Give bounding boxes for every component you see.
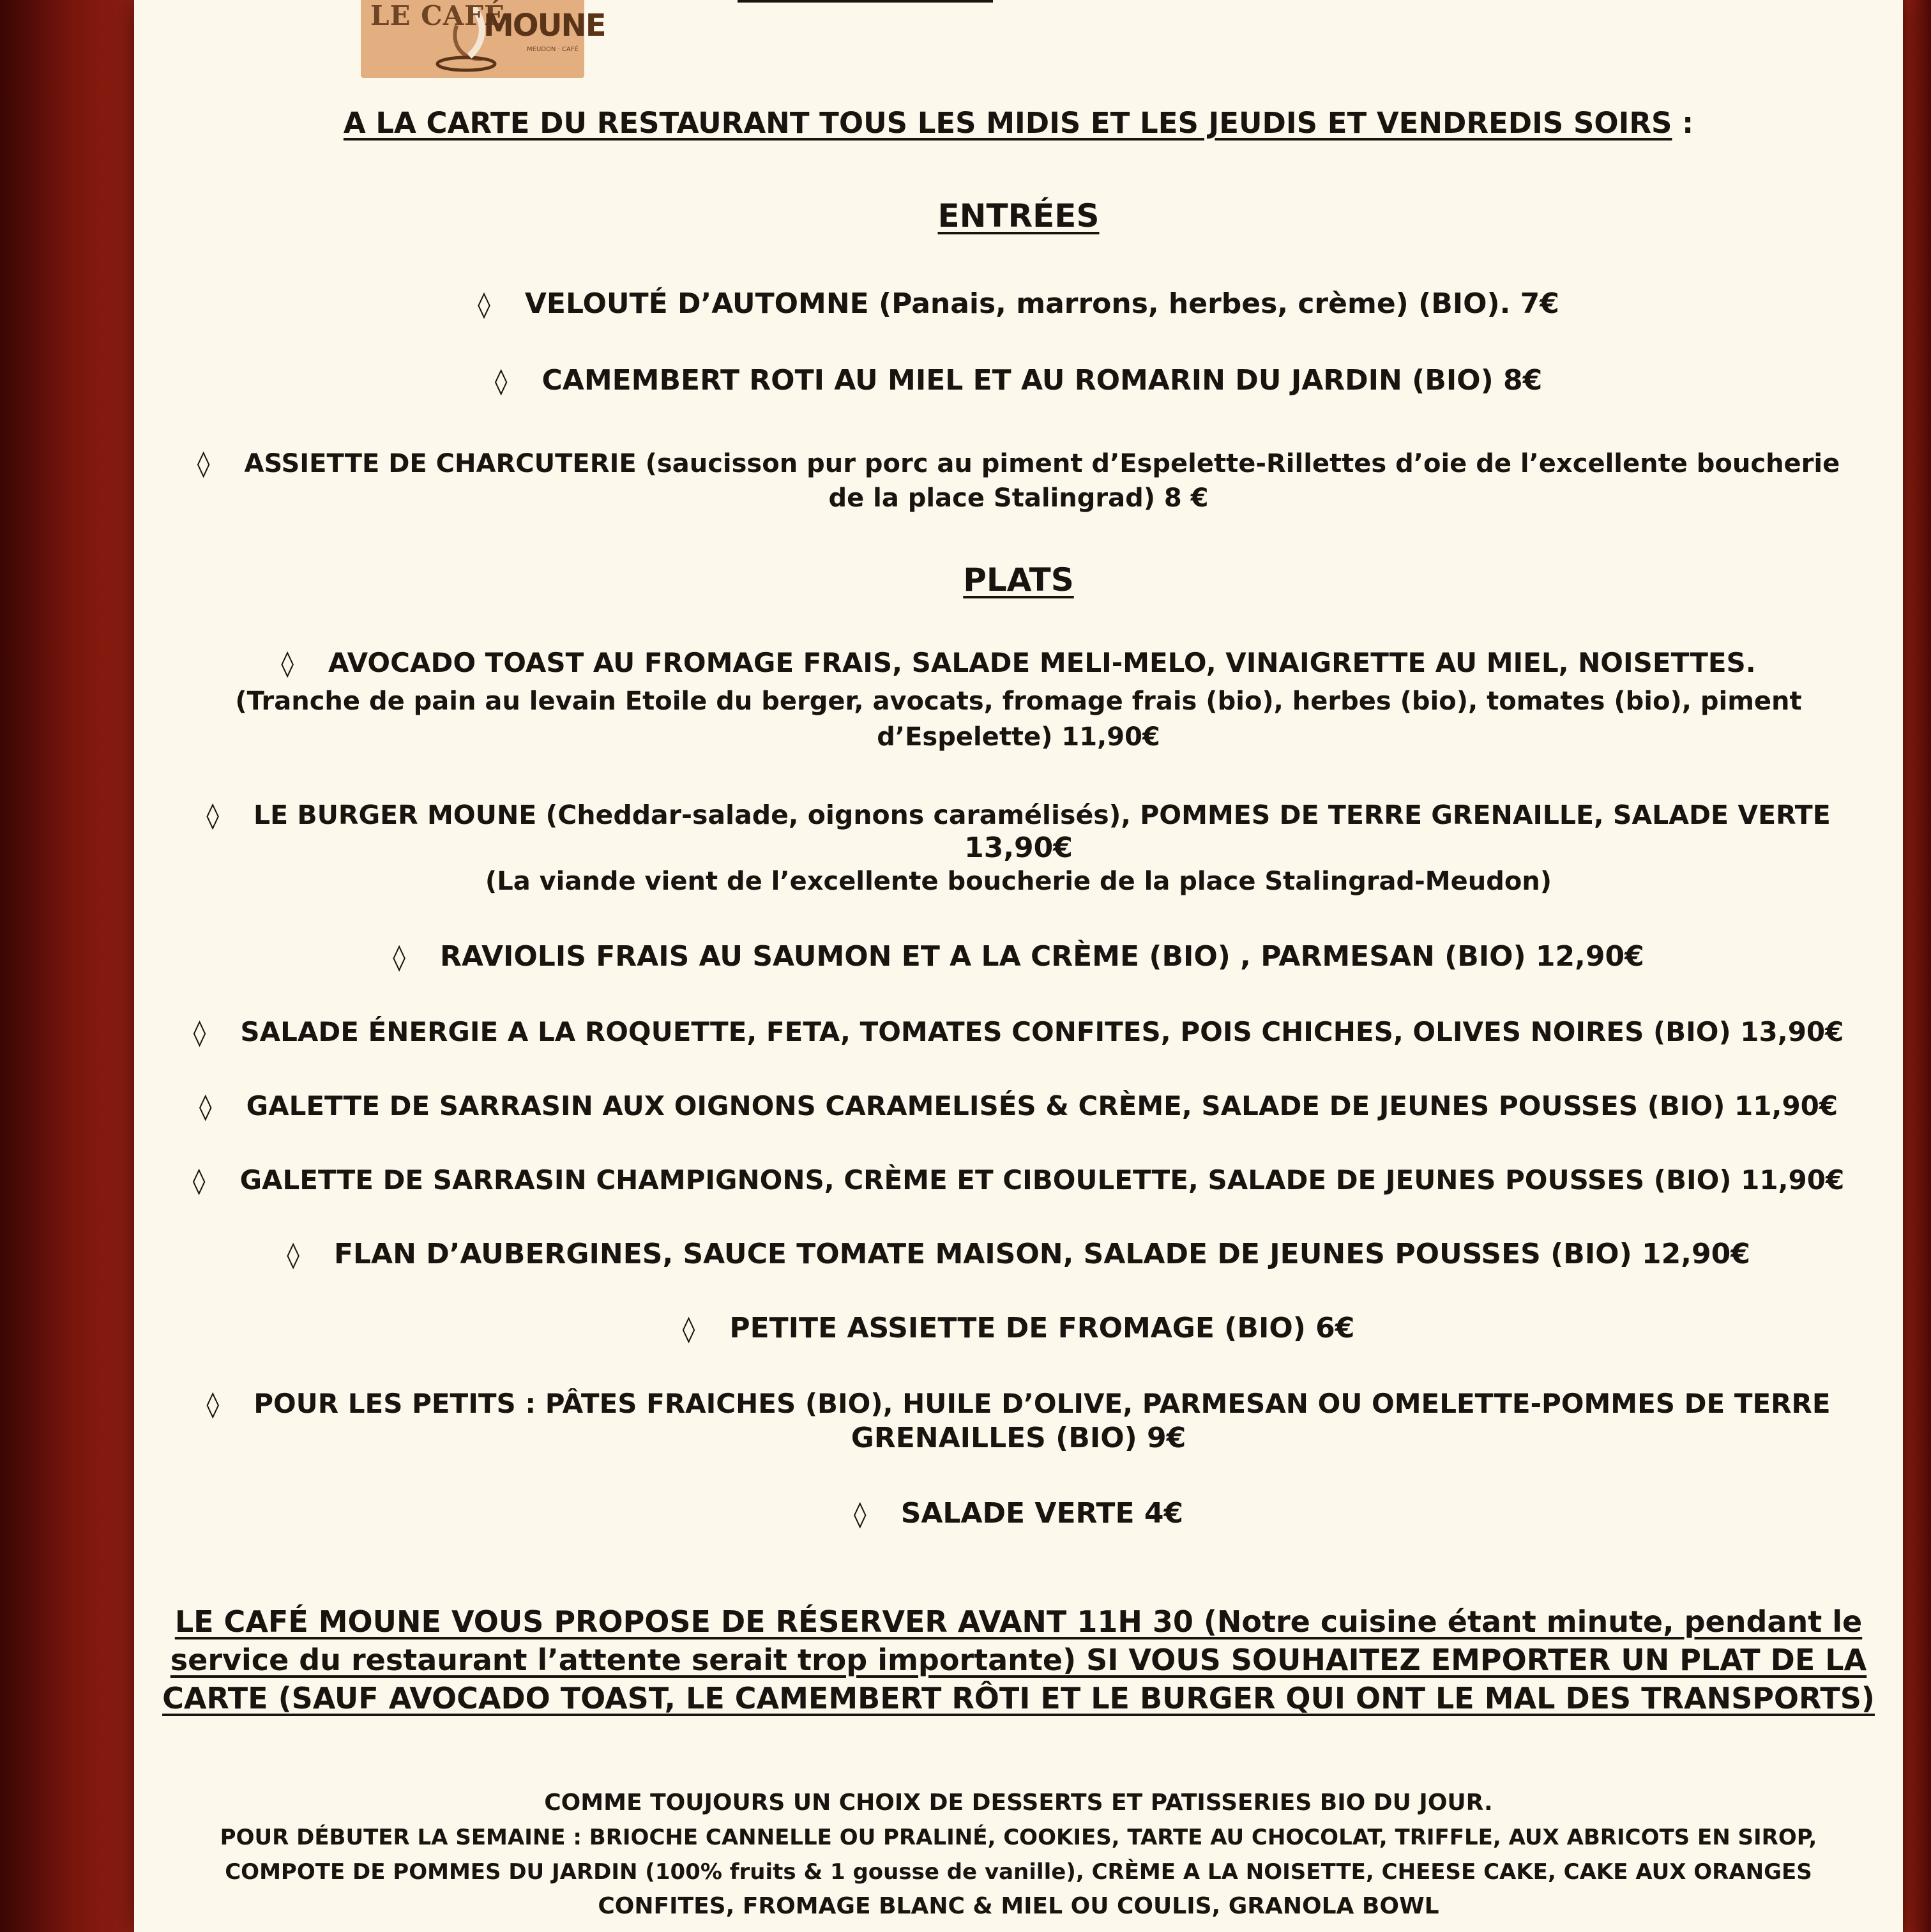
- menu-header-colon: :: [1672, 106, 1694, 140]
- menu-header-text: A LA CARTE DU RESTAURANT TOUS LES MIDIS ET LES JEUDIS ET VENDREDIS SOIRS: [343, 106, 1672, 140]
- diamond-bullet-icon: ◊: [287, 1240, 299, 1270]
- diamond-bullet-icon: ◊: [281, 649, 294, 678]
- plat-item-petits-cont: [134, 1420, 1903, 1456]
- plat-item-text: FLAN D’AUBERGINES, SAUCE TOMATE MAISON, SALADE DE JEUNES POUSSES (BIO) 12,90€: [333, 1238, 1750, 1270]
- section-title-entrees-text: ENTRÉES: [937, 197, 1100, 234]
- desserts-text: COMPOTE DE POMMES DU JARDIN (100% fruits & 1 gousse de vanille), CRÈME A LA NOISETTE, CHEESE CAKE, CAKE AUX ORANGES: [225, 1859, 1812, 1885]
- diamond-bullet-icon: ◊: [193, 1018, 206, 1047]
- plat-item-avocado-price: [134, 719, 1903, 755]
- plat-item-text: GALETTE DE SARRASIN AUX OIGNONS CARAMELISÉS & CRÈME, SALADE DE JEUNES POUSSES (BIO) 11,90€: [246, 1090, 1838, 1122]
- plat-item-salade-verte: [134, 1496, 1903, 1532]
- menu-header: [134, 105, 1903, 141]
- desserts-line-1: [134, 1786, 1903, 1820]
- desserts-text: CONFITES, FROMAGE BLANC & MIEL OU COULIS, GRANOLA BOWL: [598, 1893, 1439, 1919]
- plat-item-text: POUR LES PETITS : PÂTES FRAICHES (BIO), HUILE D’OLIVE, PARMESAN OU OMELETTE-POMMES DE TERRE: [254, 1388, 1831, 1419]
- plat-item-text: GALETTE DE SARRASIN CHAMPIGNONS, CRÈME ET CIBOULETTE, SALADE DE JEUNES POUSSES (BIO) 11,90€: [239, 1164, 1845, 1196]
- logo-text-moune: MOUNE: [483, 8, 605, 43]
- takeaway-notice-text: CARTE (SAUF AVOCADO TOAST, LE CAMEMBERT RÔTI ET LE BURGER QUI ONT LE MAL DES TRANSPORTS): [162, 1681, 1875, 1715]
- diamond-bullet-icon: ◊: [393, 943, 406, 972]
- plat-item-raviolis: [134, 939, 1903, 975]
- entree-item-text: CAMEMBERT ROTI AU MIEL ET AU ROMARIN DU JARDIN (BIO) 8€: [541, 364, 1543, 397]
- desserts-text: COMME TOUJOURS UN CHOIX DE DESSERTS ET PATISSERIES BIO DU JOUR.: [544, 1790, 1493, 1816]
- plat-item-text: SALADE ÉNERGIE A LA ROQUETTE, FETA, TOMATES CONFITES, POIS CHICHES, OLIVES NOIRES (BIO) 13,90€: [240, 1016, 1844, 1047]
- plat-item-text: (Tranche de pain au levain Etoile du berger, avocats, fromage frais (bio), herbes (bio), tomates (bio), piment: [235, 687, 1802, 716]
- plat-item-text: (La viande vient de l’excellente boucherie de la place Stalingrad-Meudon): [485, 867, 1552, 896]
- entree-item-charcuterie-cont: [134, 480, 1903, 516]
- diamond-bullet-icon: ◊: [478, 290, 490, 319]
- diamond-bullet-icon: ◊: [494, 367, 508, 396]
- plat-item-fromage: [134, 1311, 1903, 1347]
- takeaway-notice-line-3: [134, 1678, 1903, 1718]
- diamond-bullet-icon: ◊: [853, 1500, 867, 1529]
- section-title-plats-text: PLATS: [963, 561, 1074, 598]
- section-title-plats: [134, 562, 1903, 598]
- takeaway-notice-line-2: [134, 1640, 1903, 1680]
- desserts-text: POUR DÉBUTER LA SEMAINE : BRIOCHE CANNELLE OU PRALINÉ, COOKIES, TARTE AU CHOCOLAT, TRIFFLE, AUX ABRICOTS EN SIROP,: [220, 1825, 1817, 1850]
- entree-item-camembert: [134, 363, 1903, 399]
- plat-item-burger-note: [134, 863, 1903, 899]
- plat-item-text: SALADE VERTE 4€: [900, 1497, 1184, 1530]
- diamond-bullet-icon: ◊: [192, 1166, 206, 1196]
- entree-item-charcuterie: [134, 446, 1903, 482]
- takeaway-notice-text: LE CAFÉ MOUNE VOUS PROPOSE DE RÉSERVER AVANT 11H 30 (Notre cuisine étant minute, pendant le: [174, 1604, 1863, 1639]
- takeaway-notice-text: service du restaurant l’attente serait trop importante) SI VOUS SOUHAITEZ EMPORTER UN PLAT DE LA: [170, 1643, 1867, 1677]
- desserts-line-4: [134, 1889, 1903, 1924]
- plat-item-text: 13,90€: [964, 832, 1073, 864]
- plat-item-petits: [134, 1386, 1903, 1422]
- menu-sheet: [134, 0, 1903, 1932]
- entree-item-text: de la place Stalingrad) 8 €: [828, 483, 1209, 513]
- desserts-line-3: [134, 1855, 1903, 1889]
- plat-item-text: d’Espelette) 11,90€: [877, 722, 1160, 752]
- plat-item-text: PETITE ASSIETTE DE FROMAGE (BIO) 6€: [729, 1312, 1355, 1344]
- plat-item-salade-energie: [134, 1014, 1903, 1051]
- diamond-bullet-icon: ◊: [206, 1390, 220, 1419]
- plat-item-galette-champignons: [134, 1162, 1903, 1199]
- plat-item-galette-oignons: [134, 1088, 1903, 1125]
- plat-item-burger: [134, 797, 1903, 833]
- diamond-bullet-icon: ◊: [197, 449, 210, 478]
- plat-item-text: AVOCADO TOAST AU FROMAGE FRAIS, SALADE MELI-MELO, VINAIGRETTE AU MIEL, NOISETTES.: [328, 647, 1756, 678]
- diamond-bullet-icon: ◊: [682, 1314, 695, 1344]
- top-rule: [738, 0, 993, 3]
- cafe-logo: [361, 0, 605, 78]
- section-title-entrees: [134, 198, 1903, 234]
- diamond-bullet-icon: ◊: [206, 801, 219, 830]
- entree-item-veloute: [134, 286, 1903, 323]
- desserts-line-2: [134, 1820, 1903, 1855]
- plat-item-burger-price: [134, 830, 1903, 866]
- plat-item-text: LE BURGER MOUNE (Cheddar-salade, oignons caramélisés), POMMES DE TERRE GRENAILLE, SALADE VERTE: [253, 800, 1831, 830]
- takeaway-notice-line-1: [134, 1602, 1903, 1641]
- logo-tagline: MEUDON · CAFÉ: [527, 46, 579, 53]
- plat-item-avocado-desc: [134, 683, 1903, 719]
- plat-item-flan: [134, 1236, 1903, 1273]
- diamond-bullet-icon: ◊: [199, 1092, 212, 1122]
- plat-item-avocado: [134, 645, 1903, 681]
- entree-item-text: VELOUTÉ D’AUTOMNE (Panais, marrons, herbes, crème) (BIO). 7€: [524, 287, 1559, 320]
- entree-item-text: ASSIETTE DE CHARCUTERIE (saucisson pur porc au piment d’Espelette-Rillettes d’oie de l’excellente boucherie: [244, 449, 1840, 478]
- plat-item-text: GRENAILLES (BIO) 9€: [851, 1422, 1186, 1454]
- logo-text-le-cafe: LE CAFÉ: [370, 0, 506, 31]
- plat-item-text: RAVIOLIS FRAIS AU SAUMON ET A LA CRÈME (BIO) , PARMESAN (BIO) 12,90€: [440, 940, 1644, 973]
